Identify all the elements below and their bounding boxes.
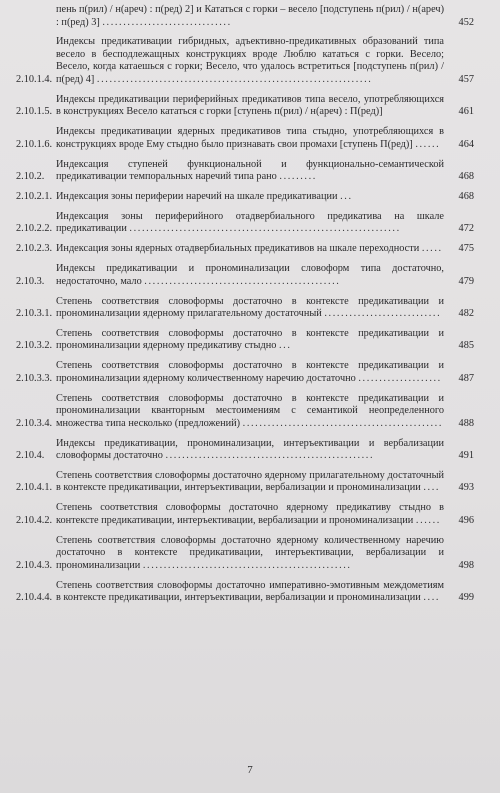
toc-entry [16, 328, 474, 353]
toc-entry [16, 360, 474, 385]
toc-entry-number: 2.10.1.4. [16, 73, 53, 85]
toc-entry-page: 498 [458, 559, 474, 571]
toc-entry-number: 2.10.3.4. [16, 417, 53, 429]
toc-entry [16, 211, 474, 236]
toc-entry [16, 4, 474, 29]
toc-entry-text: Индексы предикативации гибридных, адъективно-предикативных образований типа весело в бесподлежащных конструкциях вроде Люблю кататься с горки. Весело; Весело, когда катаешься с горки; Весело, что удалось встретиться [подступень п(рил) / п(ред) 4] .................................................................. [56, 36, 444, 85]
toc-entry [16, 438, 474, 463]
toc-entry-number: 2.10.4.3. [16, 559, 53, 571]
toc-entry-number: 2.10.3.1. [16, 308, 53, 320]
toc-entry-number: 2.10.4.1. [16, 482, 53, 494]
toc-entry [16, 393, 474, 431]
toc-entry-page: 485 [458, 340, 474, 352]
toc-entry-number: 2.10.2.3. [16, 243, 53, 255]
toc-entry-text: Индексация ступеней функциональной и функционально-семантической предикативации темпоральных наречий типа рано ......... [56, 158, 444, 183]
toc-entry-text: Индексы предикативации ядерных предикативов типа стыдно, употребляющихся в конструкциях вроде Ему стыдно было признавать свои промахи [ступень П(ред)] ...... [56, 126, 444, 150]
toc-entry-number: 2.10.3. [16, 275, 45, 287]
toc-entry-text: Степень соответствия словоформы достаточно в контексте предикативации и прономинализации ядерному количественному наречию достаточно .................... [56, 360, 444, 384]
toc-entry-page: 479 [458, 275, 474, 287]
toc-entry-number: 2.10.4. [16, 450, 45, 462]
toc-entry-page: 452 [458, 16, 474, 28]
toc-entry-page: 472 [458, 223, 474, 235]
toc-entry [16, 263, 474, 288]
table-of-contents [16, 4, 474, 612]
toc-entry-page: 464 [458, 138, 474, 150]
toc-entry [16, 126, 474, 151]
toc-entry-number: 2.10.2.2. [16, 223, 53, 235]
toc-entry-page: 475 [458, 243, 474, 255]
toc-entry [16, 243, 474, 256]
toc-entry-page: 461 [458, 106, 474, 118]
toc-entry-text: Степень соответствия словоформы достаточно в контексте предикативации и прономинализации ядерному предикативу стыдно ... [56, 327, 444, 352]
toc-entry-page: 499 [458, 592, 474, 604]
toc-entry-text: Степень соответствия словоформы достаточно ядерному количественному наречию достаточно в контексте предикативации, интеръективации, вербализации и прономинализации .................................................. [56, 534, 444, 571]
page-number: 7 [247, 764, 253, 776]
toc-entry-page: 482 [458, 308, 474, 320]
toc-entry-text: Индексация зоны периферии наречий на шкале предикативации ... [56, 190, 353, 202]
toc-entry-text: Степень соответствия словоформы достаточно ядерному предикативу стыдно в контексте предикативации, интеръективации, вербализации и прономинализации ...... [56, 502, 444, 526]
toc-entry-page: 468 [458, 190, 474, 202]
toc-entry [16, 470, 474, 495]
toc-entry-page: 493 [458, 482, 474, 494]
toc-entry-number: 2.10.1.5. [16, 106, 53, 118]
toc-entry-text: Индексы предикативации и прономинализации словоформ типа достаточно, недостаточно, мало ............................................... [56, 263, 444, 287]
toc-entry [16, 502, 474, 527]
toc-entry-text: Индексы предикативации периферийных предикативов типа весело, употребляющихся в конструкциях Весело кататься с горки [ступень п(рил) / н(ареч) : П(ред)] [56, 93, 444, 118]
toc-entry-number: 2.10.3.3. [16, 372, 53, 384]
toc-entry-number: 2.10.4.4. [16, 592, 53, 604]
toc-entry-number: 2.10.3.2. [16, 340, 53, 352]
toc-entry [16, 580, 474, 605]
toc-entry [16, 159, 474, 184]
toc-entry [16, 296, 474, 321]
toc-entry-page: 488 [458, 417, 474, 429]
toc-entry-text: пень п(рил) / н(ареч) : п(ред) 2] и Кататься с горки – весело [подступень п(рил) / н(ареч) : п(ред) 3] ............................... [56, 4, 444, 28]
toc-entry-text: Степень соответствия словоформы достаточно ядерному прилагательному достаточный в контексте предикативации, интеръективации, вербализации и прономинализации .... [56, 469, 444, 494]
toc-entry-number: 2.10.1.6. [16, 138, 53, 150]
toc-entry-text: Степень соответствия словоформы достаточно в контексте предикативации и прономинализации кванторным местоимениям с семантикой неопределенного множества типа несколько (предложений) ................................................ [56, 392, 444, 429]
toc-entry-text: Степень соответствия словоформы достаточно императивно-эмотивным междометиям в контексте предикативации, интеръективации, вербализации и прономинализации .... [56, 579, 444, 604]
toc-entry-text: Индексация зоны периферийного отадвербиального предикатива на шкале предикативации ................................................................. [56, 210, 444, 235]
toc-entry-text: Индексация зоны ядерных отадвербиальных предикативов на шкале переходности ..... [56, 243, 443, 255]
toc-entry-page: 496 [458, 514, 474, 526]
toc-entry [16, 94, 474, 119]
toc-entry-page: 457 [458, 73, 474, 85]
toc-entry-text: Степень соответствия словоформы достаточно в контексте предикативации и прономинализации ядерному прилагательному достаточный ............................ [56, 295, 444, 320]
toc-entry-number: 2.10.4.2. [16, 514, 53, 526]
toc-entry [16, 36, 474, 86]
toc-entry-text: Индексы предикативации, прономинализации, интеръективации и вербализации словоформы достаточно .................................................. [56, 437, 444, 462]
toc-entry [16, 535, 474, 573]
toc-entry-number: 2.10.2. [16, 171, 45, 183]
toc-entry [16, 191, 474, 204]
toc-entry-page: 491 [458, 450, 474, 462]
toc-entry-page: 468 [458, 171, 474, 183]
toc-entry-number: 2.10.2.1. [16, 190, 53, 202]
toc-entry-page: 487 [458, 372, 474, 384]
